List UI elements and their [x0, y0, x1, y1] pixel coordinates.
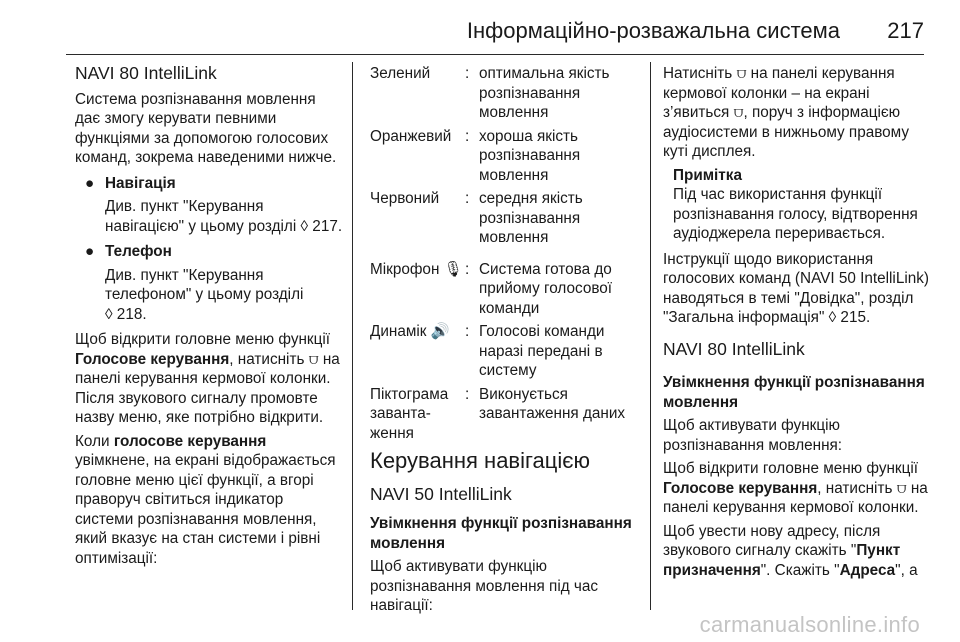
bullet-icon: ●: [85, 243, 95, 260]
paragraph-press: Натисніть ⩌ на панелі керування кермової колонки – на екрані з’явиться ⩌, поруч з інформацією аудіосистеми в нижньому правому куті дисплея.: [663, 65, 910, 160]
column-left: [75, 64, 343, 572]
note-box: [663, 166, 933, 244]
chapter-title: Інформаційно-розважальна система: [466, 18, 840, 43]
column-middle: [370, 64, 638, 620]
header-divider: [66, 54, 924, 55]
page-reference[interactable]: ◊ 217.: [300, 217, 343, 235]
table-row: Зелений : оптимальна якість розпізнавання мовлення: [370, 65, 610, 121]
bullet-icon: ●: [85, 174, 95, 192]
paragraph-new-address: Щоб увести нову адресу, після звукового сигналу скажіть "Пункт призначення". Скажіть "Адреса", а: [663, 522, 918, 579]
section-heading-navigation: Керування навігацією: [370, 448, 590, 473]
subsection-heading-navi50: NAVI 50 IntelliLink: [370, 483, 512, 504]
page-header: [0, 0, 960, 58]
intro-paragraph: Система розпізнавання мовлення дає змогу керувати певними функціями за допомогою голосових команд, зокрема наведеними нижче.: [75, 90, 337, 166]
paragraph-status: Коли голосове керування увімкнене, на екрані відображається головне меню цієї функції, а вгорі праворуч світиться індикатор системи розпізнавання мовлення, який вказує на стан системи і рівні оптимізації:: [75, 432, 336, 567]
table-row: Динамік 🔊 : Голосові команди наразі передані в систему: [370, 323, 605, 379]
table-row: Мікрофон 🎙 : Система готова до прийому голосової команди: [370, 260, 613, 317]
column-right: [663, 64, 933, 584]
page-reference[interactable]: ◊ 218.: [105, 305, 147, 323]
bullet-text: Див. пункт "Керування телефоном" у цьому розділі: [105, 266, 304, 303]
bullet-title: Телефон: [105, 243, 172, 260]
table-row: Піктограма заванта-ження : Виконується завантаження даних: [370, 385, 626, 442]
table-row: Оранжевий : хороша якість розпізнавання мовлення: [370, 127, 581, 184]
column-divider-2: [650, 62, 651, 610]
note-title: Примітка: [673, 166, 742, 184]
bullet-text: Див. пункт "Керування навігацією" у цьому розділі: [105, 198, 297, 235]
paragraph-activate: Щоб активувати функцію розпізнавання мовлення під час навігації:: [370, 558, 599, 614]
bold-heading: Увімкнення функції розпізнавання мовлення: [370, 515, 632, 552]
indicator-table: [370, 64, 638, 443]
table-row: Червоний : середня якість розпізнавання мовлення: [370, 190, 583, 246]
section-heading-navi80: NAVI 80 IntelliLink: [75, 63, 217, 83]
paragraph-open-menu: Щоб відкрити головне меню функції Голосове керування, натисніть ⩌ на панелі керування кермової колонки. Після звукового сигналу промовте назву меню, яке потрібно відкрити.: [75, 331, 340, 426]
paragraph-open-menu-right: Щоб відкрити головне меню функції Голосове керування, натисніть ⩌ на панелі керування кермової колонки.: [663, 460, 928, 516]
bullet-item-navigation: [75, 174, 343, 237]
bold-heading: Увімкнення функції розпізнавання мовлення: [663, 374, 925, 411]
bullet-item-phone: [75, 242, 343, 324]
page-number: 217: [887, 18, 924, 43]
bullet-title: Навігація: [105, 174, 176, 192]
section-heading-navi80-right: NAVI 80 IntelliLink: [663, 338, 805, 359]
watermark-text: carmanualsonline.info: [699, 612, 920, 637]
note-text: Під час використання функції розпізнавання голосу, відтворення аудіоджерела переривається.: [673, 186, 918, 242]
paragraph-instructions: Інструкції щодо використання голосових команд (NAVI 50 IntelliLink) наводяться в темі "Довідка", розділ "Загальна інформація" ◊ 215.: [663, 250, 929, 326]
column-divider-1: [352, 62, 353, 610]
paragraph-activate-navi80: Щоб активувати функцію розпізнавання мовлення:: [663, 417, 843, 454]
